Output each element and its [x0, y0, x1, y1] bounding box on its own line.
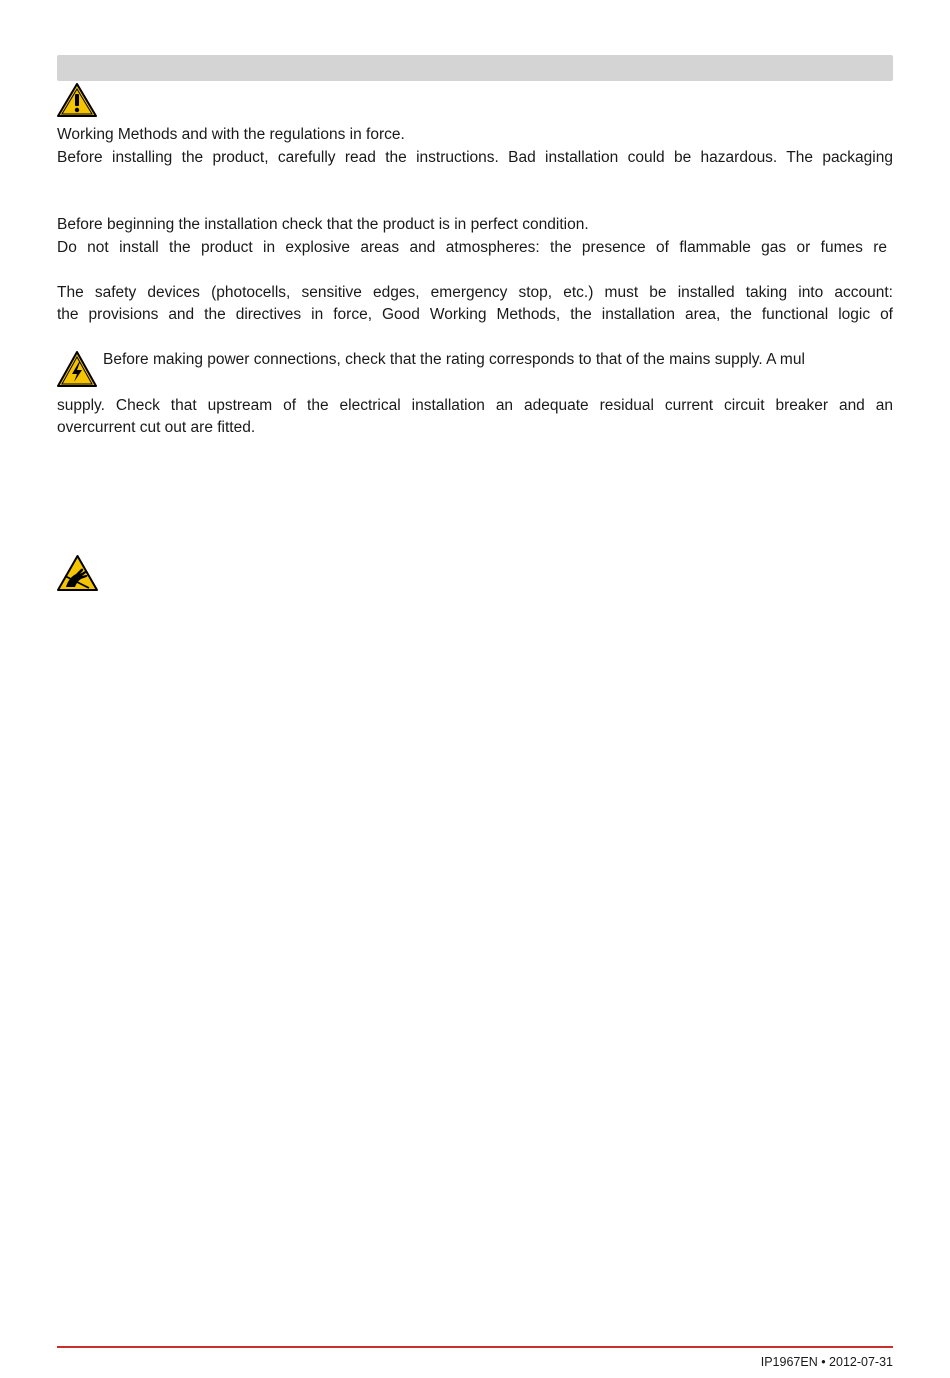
text-line-2: Before installing the product, carefully read the instructions. Bad installation could be hazardous. The packaging [57, 149, 893, 166]
footer-rule [57, 1346, 893, 1348]
esd-sensitive-icon [56, 554, 99, 592]
text-line-1: Working Methods and with the regulations in force. [57, 126, 405, 143]
section-header-bar [57, 55, 893, 81]
text-line-8: supply. Check that upstream of the electrical installation an adequate residual current circuit breaker and an [57, 397, 893, 414]
electrical-hazard-icon [56, 350, 98, 388]
text-line-3: Before beginning the installation check that the product is in perfect condition. [57, 216, 589, 233]
document-code: IP1967EN • 2012-07-31 [760, 1355, 893, 1369]
text-line-7: Before making power connections, check that the rating corresponds to that of the mains supply. A mul [103, 351, 805, 368]
text-line-5: The safety devices (photocells, sensitive edges, emergency stop, etc.) must be installed taking into account: [57, 284, 893, 301]
text-line-4: Do not install the product in explosive areas and atmospheres: the presence of flammable gas or fumes re [57, 239, 887, 256]
text-line-6: the provisions and the directives in force, Good Working Methods, the installation area, the functional logic of [57, 306, 893, 323]
text-line-9: overcurrent cut out are fitted. [57, 419, 256, 436]
warning-triangle-icon [56, 82, 98, 118]
